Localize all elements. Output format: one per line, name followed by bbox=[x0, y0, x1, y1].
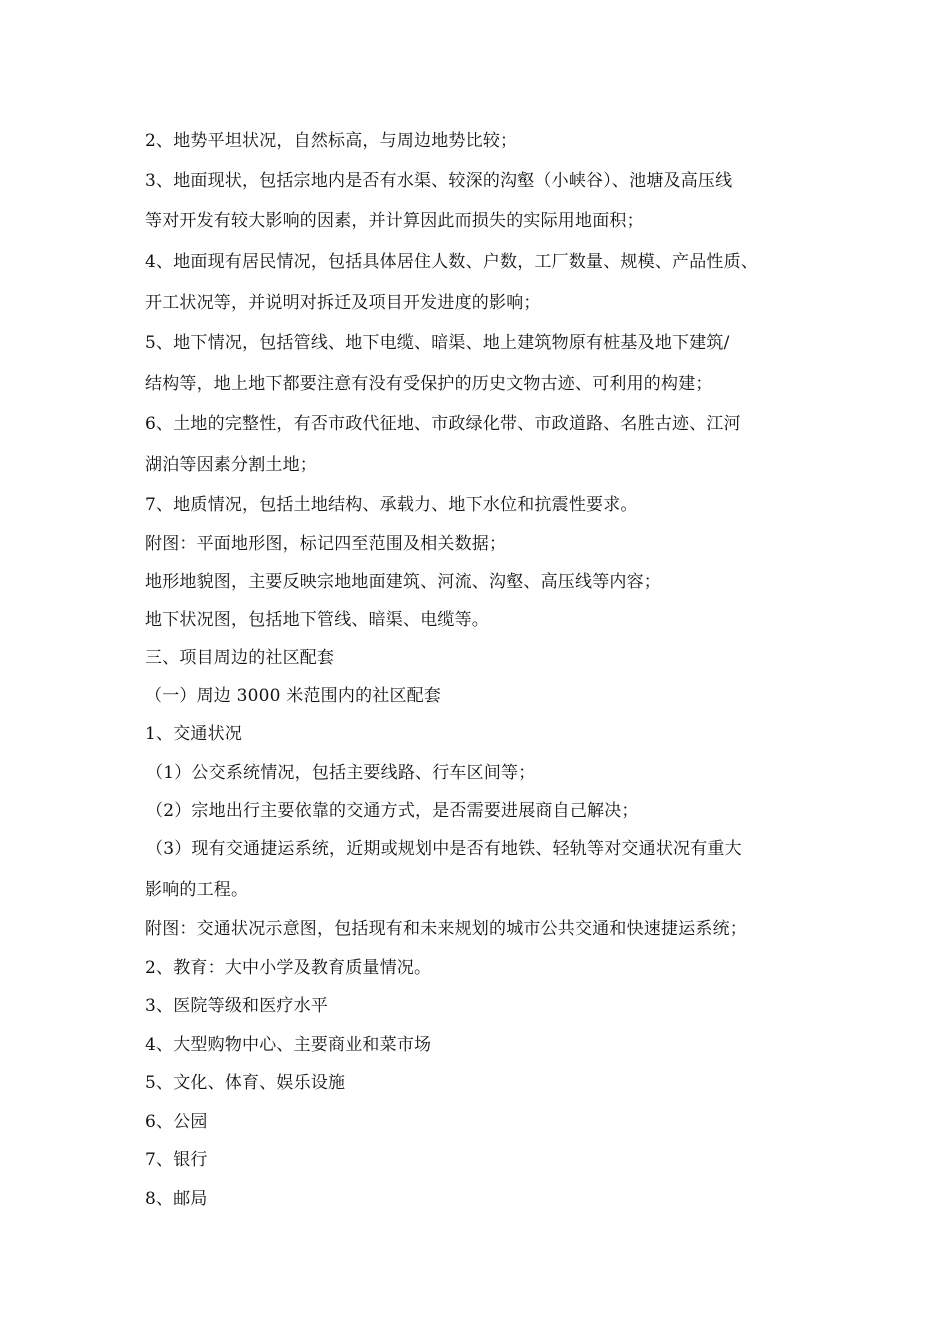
text-line: （3）现有交通捷运系统，近期或规划中是否有地铁、轻轨等对交通状况有重大 bbox=[146, 839, 742, 859]
text-line: 7、地质情况，包括土地结构、承载力、地下水位和抗震性要求。 bbox=[145, 495, 638, 515]
text-line: 等对开发有较大影响的因素，并计算因此而损失的实际用地面积； bbox=[145, 211, 644, 231]
text-line: 3、医院等级和医疗水平 bbox=[145, 996, 329, 1016]
section-heading: 三、项目周边的社区配套 bbox=[145, 648, 335, 668]
text-line: （1）公交系统情况，包括主要线路、行车区间等； bbox=[146, 763, 536, 783]
text-line: 5、文化、体育、娱乐设施 bbox=[145, 1073, 346, 1093]
subsection-heading: （一）周边 3000 米范围内的社区配套 bbox=[145, 686, 442, 706]
text-line: 6、土地的完整性，有否市政代征地、市政绿化带、市政道路、名胜古迹、江河 bbox=[145, 414, 741, 434]
text-line: 4、大型购物中心、主要商业和菜市场 bbox=[145, 1035, 432, 1055]
text-line: 结构等，地上地下都要注意有没有受保护的历史文物古迹、可利用的构建； bbox=[145, 374, 713, 394]
text-line: 地形地貌图，主要反映宗地地面建筑、河流、沟壑、高压线等内容； bbox=[145, 572, 661, 592]
text-line: 地下状况图，包括地下管线、暗渠、电缆等。 bbox=[145, 610, 489, 630]
text-line: 3、地面现状，包括宗地内是否有水渠、较深的沟壑（小峡谷）、池塘及高压线 bbox=[145, 171, 733, 191]
text-line: 6、公园 bbox=[145, 1112, 208, 1132]
text-line: 1、交通状况 bbox=[145, 724, 243, 744]
text-line: （2）宗地出行主要依靠的交通方式，是否需要进展商自己解决； bbox=[146, 801, 639, 821]
text-line: 8、邮局 bbox=[145, 1189, 208, 1209]
text-line: 影响的工程。 bbox=[145, 880, 249, 900]
text-line: 附图：交通状况示意图，包括现有和未来规划的城市公共交通和快速捷运系统； bbox=[145, 919, 747, 939]
text-line: 7、银行 bbox=[145, 1150, 208, 1170]
text-line: 开工状况等，并说明对拆迁及项目开发进度的影响； bbox=[145, 293, 541, 313]
text-line: 湖泊等因素分割土地； bbox=[145, 455, 317, 475]
text-line: 5、地下情况，包括管线、地下电缆、暗渠、地上建筑物原有桩基及地下建筑/ bbox=[145, 333, 730, 353]
text-line: 2、教育：大中小学及教育质量情况。 bbox=[145, 958, 432, 978]
text-line: 4、地面现有居民情况，包括具体居住人数、户数，工厂数量、规模、产品性质、 bbox=[145, 252, 759, 272]
text-line: 附图：平面地形图，标记四至范围及相关数据； bbox=[145, 534, 507, 554]
text-line: 2、地势平坦状况，自然标高，与周边地势比较； bbox=[145, 131, 518, 151]
